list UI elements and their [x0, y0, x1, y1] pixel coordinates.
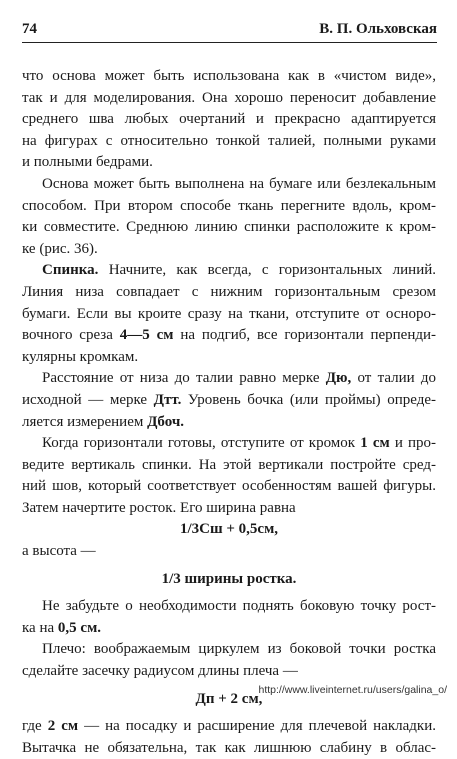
line-text: и полными бедрами.: [22, 154, 153, 171]
line-text: ки совместите. Среднюю линию спинки расположите к кром-: [22, 219, 436, 236]
text-line: [22, 88, 436, 110]
bold-term: Дю,: [325, 370, 352, 387]
line-text: Дп + 2 см,: [195, 690, 263, 707]
text-line: [22, 390, 436, 412]
text-line: [22, 196, 436, 218]
bold-term: 0,5 см.: [57, 619, 102, 636]
line-text: и про-: [389, 435, 436, 452]
text-line: [22, 368, 436, 390]
text-line: [22, 131, 436, 153]
line-text: Начните, как всегда, с горизонтальных линий.: [98, 262, 436, 279]
text-line: [22, 498, 436, 520]
line-text: вочного среза: [22, 327, 120, 344]
text-line: [22, 618, 436, 640]
line-text: что основа может быть использована как в «чистом виде»,: [22, 68, 436, 84]
line-text: на фигурах с относительно тонкой талией, полными руками: [22, 132, 436, 149]
text-line: [22, 260, 436, 282]
line-text: ний шов, который соответствует особенностям вашей фигуры.: [22, 478, 436, 495]
line-text: 1/3Сш + 0,5см,: [179, 521, 279, 538]
line-text: способом. При втором способе ткань перегните вдоль, кром-: [22, 197, 436, 214]
line-text: Основа может быть выполнена на бумаге или безлекальным: [42, 175, 436, 192]
line-text: 1/3 ширины ростка.: [161, 570, 297, 587]
line-text: так и для моделирования. Она хорошо переносит добавление: [22, 89, 436, 106]
text-line: [22, 347, 436, 369]
text-line: [22, 661, 436, 683]
line-text: сделайте засечку радиусом длины плеча —: [22, 663, 298, 680]
text-line: [22, 455, 436, 477]
line-text: кулярны кромкам.: [22, 348, 139, 365]
line-text: Затем начертите росток. Его ширина равна: [22, 499, 296, 516]
line-text: среднего шва любых очертаний и прекрасно адаптируется: [22, 111, 436, 128]
line-text: ке (рис. 36).: [22, 240, 98, 257]
bold-term: Дбоч.: [147, 413, 185, 430]
text-line: [22, 304, 436, 326]
source-url-watermark: http://www.liveinternet.ru/users/galina_o/: [258, 684, 447, 696]
formula-line: [22, 519, 436, 541]
page-body-text: [22, 66, 436, 759]
text-line: [22, 174, 436, 196]
text-line: [22, 217, 436, 239]
text-line: [22, 109, 436, 131]
line-text: от талии до: [351, 370, 436, 387]
line-text: ляется измерением: [22, 413, 148, 430]
text-line: [22, 433, 436, 455]
bold-term: 4—5 см: [119, 327, 174, 344]
text-line: [22, 716, 436, 738]
text-line: [22, 596, 436, 618]
line-text: ведите вертикаль спинки. На этой вертикали постройте сред-: [22, 456, 436, 473]
text-line: [22, 476, 436, 498]
line-text: на подгиб, все горизонтали перпенди-: [173, 327, 437, 344]
line-text: а высота —: [22, 543, 96, 560]
text-line: [22, 541, 436, 563]
text-line: [22, 66, 436, 88]
line-text: бумаги. Если вы кроите сразу на ткани, отступите от осноро-: [22, 305, 436, 322]
text-line: [22, 738, 436, 759]
line-text: Плечо: воображаемым циркулем из боковой точки ростка: [42, 641, 436, 658]
line-text: Вытачка не обязательна, так как лишнюю слабину в облас-: [22, 739, 436, 756]
line-text: Не забудьте о необходимости поднять боковую точку рост-: [42, 598, 436, 615]
bold-term: 2 см: [47, 718, 79, 735]
text-line: [22, 239, 436, 261]
line-text: ка на: [22, 619, 58, 636]
line-text: Когда горизонтали готовы, отступите от кромок: [42, 435, 361, 452]
text-line: [22, 325, 436, 347]
text-line: [22, 152, 436, 174]
text-line: [22, 639, 436, 661]
line-text: — на посадку и расширение для плечевой накладки.: [78, 718, 436, 735]
bold-term: Дтт.: [153, 391, 182, 408]
line-text: где: [22, 718, 48, 735]
bold-term: Спинка.: [42, 262, 99, 279]
running-header: [22, 20, 437, 43]
formula-line: [22, 569, 436, 591]
line-text: Уровень бочка (или проймы) опреде-: [181, 391, 436, 408]
line-text: Расстояние от низа до талии равно мерке: [42, 370, 326, 387]
page-number: 74: [22, 21, 37, 37]
line-text: исходной — мерке: [22, 391, 154, 408]
text-line: [22, 412, 436, 434]
bold-term: 1 см: [360, 435, 390, 452]
line-text: Линия низа совпадает с нижним горизонтальным срезом: [22, 283, 436, 300]
text-line: [22, 282, 436, 304]
running-head-author: В. П. Ольховская: [319, 21, 437, 37]
